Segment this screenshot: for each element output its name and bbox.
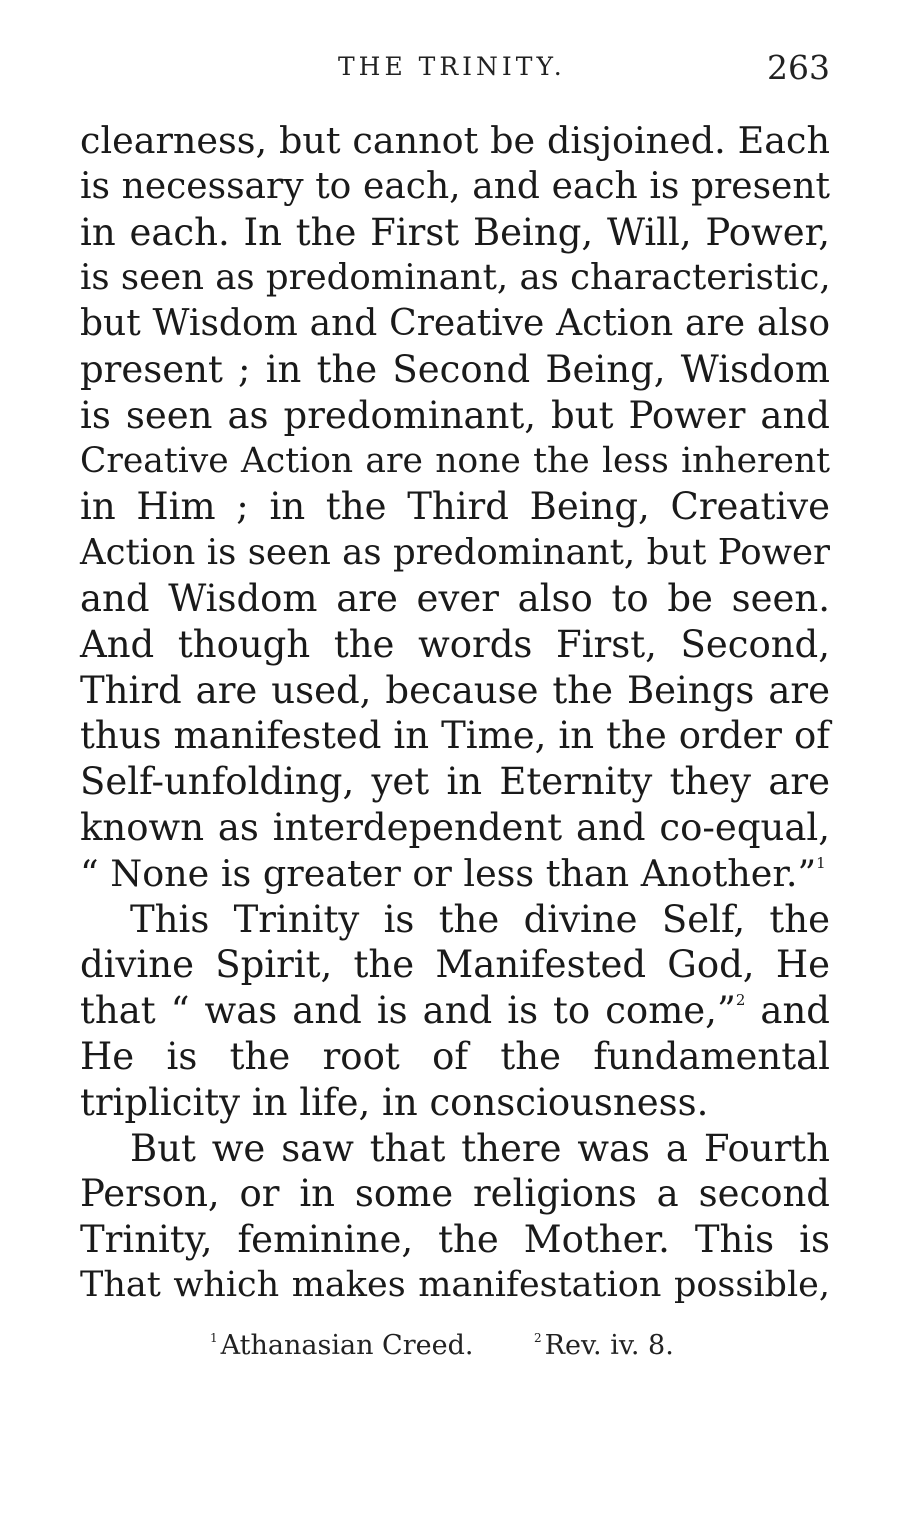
text-line: clearness, but cannot be disjoined. Each [80, 119, 830, 162]
text-line: triplicity in life, in consciousness. [80, 1080, 709, 1124]
page-number: 263 [767, 48, 830, 87]
body-text [80, 118, 830, 1309]
text-line-content: “ None is greater or less than Another.” [80, 851, 817, 895]
footnote-mark: 2 [534, 1331, 542, 1345]
text-line: thus manifested in Time, in the order of [80, 714, 830, 758]
text-line: And though the words First, Second, [80, 622, 830, 666]
text-line: divine Spirit, the Manifested God, He [80, 943, 830, 987]
text-line: Self-unfolding, yet in Eternity they are [80, 760, 830, 804]
text-line: in each. In the First Being, Will, Power, [80, 210, 830, 254]
footnote-ref: 1 [816, 853, 826, 872]
footnote [210, 1330, 473, 1361]
paragraph-start-line: But we saw that there was a Fourth [130, 1126, 830, 1170]
text-line: and Wisdom are ever also to be seen. [80, 576, 830, 620]
text-line: Action is seen as predominant, but Power [80, 532, 830, 574]
footnote-ref: 2 [735, 991, 746, 1010]
text-line: Person, or in some religions a second [80, 1172, 830, 1216]
text-line: known as interdependent and co-equal, [80, 805, 830, 849]
footnote [534, 1330, 674, 1361]
running-head [0, 48, 900, 92]
text-line: Creative Action are none the less inherent [80, 440, 830, 481]
text-line: in Him ; in the Third Being, Creative [80, 485, 830, 529]
text-line: but Wisdom and Creative Action are also [80, 303, 830, 345]
text-line [80, 851, 830, 897]
footnote-mark: 1 [210, 1331, 218, 1345]
running-title: THE TRINITY. [338, 52, 566, 81]
text-line: Trinity, feminine, the Mother. This is [80, 1218, 830, 1262]
footnotes [210, 1330, 674, 1361]
footnote-text: Rev. iv. 8. [544, 1330, 674, 1361]
text-line-content: that “ was and is and is to come,” [80, 989, 736, 1033]
text-line: is necessary to each, and each is present [80, 165, 830, 207]
text-line: He is the root of the fundamental [80, 1034, 830, 1078]
text-line: is seen as predominant, as characteristic, [80, 257, 831, 299]
text-line [80, 988, 830, 1034]
text-line: Third are used, because the Beings are [80, 668, 830, 712]
paragraph-start-line: This Trinity is the divine Self, the [130, 897, 830, 941]
footnote-text: Athanasian Creed. [220, 1330, 474, 1361]
text-line-tail: and [745, 989, 830, 1033]
text-line: present ; in the Second Being, Wisdom [80, 347, 830, 391]
text-line: That which makes manifestation possible, [80, 1264, 830, 1305]
text-line: is seen as predominant, but Power and [80, 393, 830, 437]
